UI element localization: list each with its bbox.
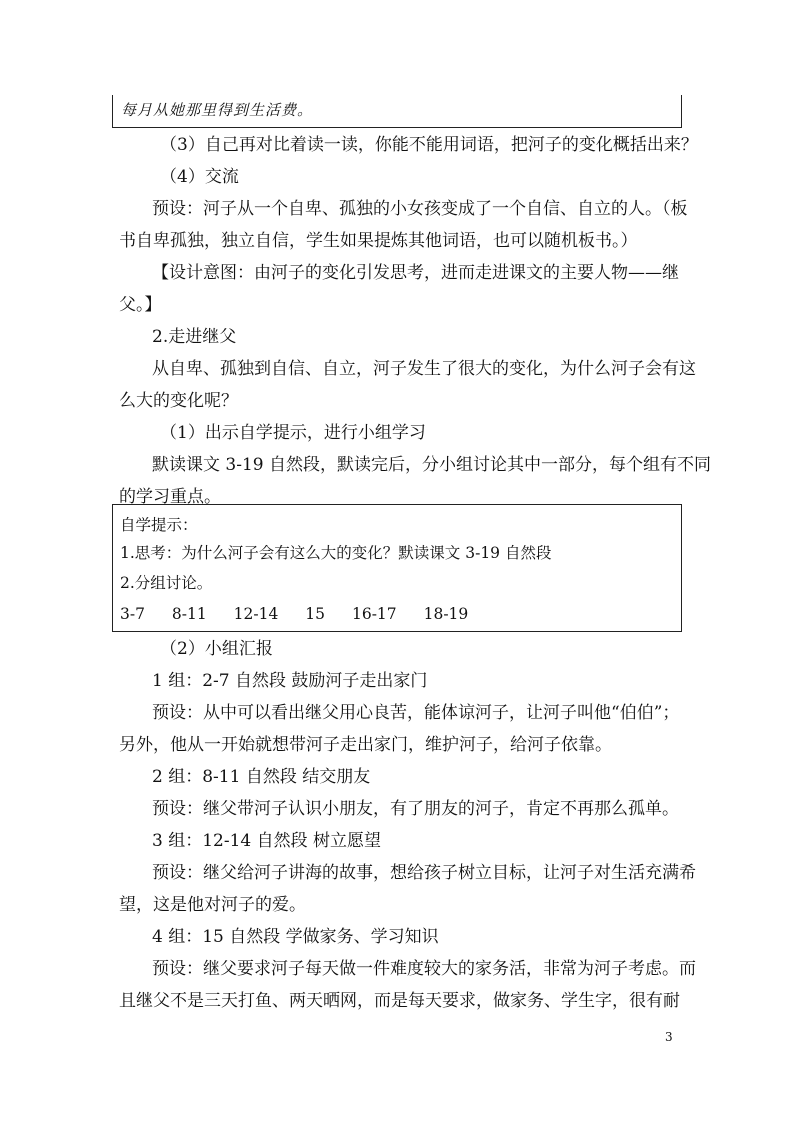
page-number: 3 xyxy=(665,1030,673,1044)
paragraph-group: 16-17 xyxy=(351,605,397,623)
step-4-heading: （4）交流 xyxy=(160,167,239,187)
reading-instruction-line-1: 默读课文 3-19 自然段，默读完后，分小组讨论其中一部分，每个组有不同 xyxy=(152,455,711,475)
group-4-preset-line-2: 且继父不是三天打鱼、两天晒网，而是每天要求，做家务、学生字，很有耐 xyxy=(119,991,680,1011)
paragraph-group: 15 xyxy=(305,605,326,623)
paragraph-groups-row xyxy=(120,604,490,624)
paragraph-line-1: 从自卑、孤独到自信、自立，河子发生了很大的变化，为什么河子会有这 xyxy=(152,359,696,379)
reading-instruction-line-2: 的学习重点。 xyxy=(119,487,221,507)
paragraph-group: 8-11 xyxy=(171,605,207,623)
study-tips-box xyxy=(112,504,682,632)
study-tips-title: 自学提示： xyxy=(120,516,198,534)
step-2-heading: （2）小组汇报 xyxy=(160,639,273,659)
group-1-preset-line-2: 另外，他从一开始就想带河子走出家门，维护河子，给河子依靠。 xyxy=(119,735,612,755)
group-3-heading: 3 组：12-14 自然段 树立愿望 xyxy=(152,831,382,851)
design-intent-line-2: 父。】 xyxy=(119,295,162,315)
group-2-preset: 预设：继父带河子认识小朋友，有了朋友的河子，肯定不再那么孤单。 xyxy=(152,799,679,819)
quote-box-text: 每月从她那里得到生活费。 xyxy=(121,101,314,119)
paragraph-group: 12-14 xyxy=(233,605,279,623)
group-1-preset-line-1: 预设：从中可以看出继父用心良苦，能体谅河子，让河子叫他“伯伯”； xyxy=(152,703,680,723)
study-tips-item-2: 2.分组讨论。 xyxy=(120,574,213,592)
group-4-preset-line-1: 预设：继父要求河子每天做一件难度较大的家务活，非常为河子考虑。而 xyxy=(152,959,696,979)
section-heading-stepfather: 2.走进继父 xyxy=(152,327,237,347)
step-1-heading: （1）出示自学提示，进行小组学习 xyxy=(160,423,426,443)
study-tips-item-1: 1.思考：为什么河子会有这么大的变化？默读课文 3-19 自然段 xyxy=(120,544,552,562)
paragraph-group: 18-19 xyxy=(423,605,469,623)
quote-box-end xyxy=(112,95,682,128)
question-3: （3）自己再对比着读一读，你能不能用词语，把河子的变化概括出来？ xyxy=(160,135,698,155)
paragraph-group: 3-7 xyxy=(120,605,145,623)
group-3-preset-line-1: 预设：继父给河子讲海的故事，想给孩子树立目标，让河子对生活充满希 xyxy=(152,863,696,883)
paragraph-line-2: 么大的变化呢？ xyxy=(119,391,238,411)
preset-line-1: 预设：河子从一个自卑、孤独的小女孩变成了一个自信、自立的人。（板 xyxy=(152,199,688,219)
group-1-heading: 1 组：2-7 自然段 鼓励河子走出家门 xyxy=(152,671,428,691)
group-2-heading: 2 组：8-11 自然段 结交朋友 xyxy=(152,767,371,787)
group-3-preset-line-2: 望，这是他对河子的爱。 xyxy=(119,895,306,915)
design-intent-line-1: 【设计意图：由河子的变化引发思考，进而走进课文的主要人物——继 xyxy=(152,263,679,283)
group-4-heading: 4 组：15 自然段 学做家务、学习知识 xyxy=(152,927,439,947)
preset-line-2: 书自卑孤独，独立自信，学生如果提炼其他词语，也可以随机板书。） xyxy=(119,231,638,251)
